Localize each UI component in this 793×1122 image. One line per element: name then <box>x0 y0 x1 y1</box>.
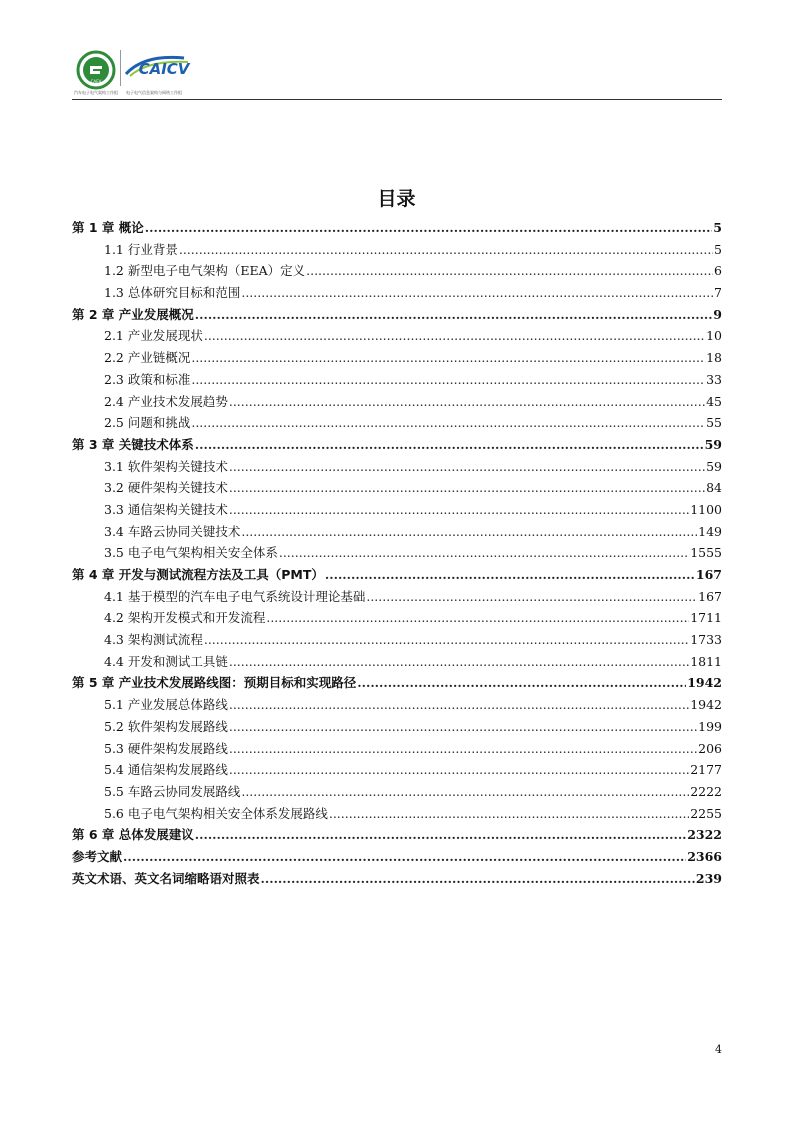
toc-entry-title: 5.4 通信架构发展路线 <box>104 762 228 778</box>
toc-entry-title: 5.1 产业发展总体路线 <box>104 697 228 713</box>
toc-entry-title: 5.6 电子电气架构相关安全体系发展路线 <box>104 805 328 821</box>
toc-section-entry[interactable] <box>72 261 722 283</box>
toc-entry-page: 149 <box>698 523 722 539</box>
header-rule <box>72 99 722 100</box>
toc-leader-dots <box>195 827 686 842</box>
toc-leader-dots <box>261 871 695 886</box>
toc-leader-dots <box>229 762 689 777</box>
toc-entry-title: 1.1 行业背景 <box>104 241 178 257</box>
toc-section-entry[interactable] <box>72 760 722 782</box>
org2-caption: 电子电气信息架构与网络工作组 <box>126 90 182 95</box>
toc-section-entry[interactable] <box>72 522 722 544</box>
toc-leader-dots <box>229 502 689 517</box>
org1-caption: 汽车电子电气架构工作组 <box>74 90 118 95</box>
toc-section-entry[interactable] <box>72 804 722 826</box>
toc-entry-page: 5 <box>714 241 722 257</box>
toc-entry-title: 2.4 产业技术发展趋势 <box>104 393 228 409</box>
svg-text:CAICV: CAICV <box>138 60 190 78</box>
page-title: 目录 <box>377 188 416 210</box>
toc-section-entry[interactable] <box>72 413 722 435</box>
toc-entry-page: 33 <box>706 371 722 387</box>
toc-entry-page: 2366 <box>687 848 722 864</box>
toc-entry-page: 239 <box>695 870 722 886</box>
toc-section-entry[interactable] <box>72 652 722 674</box>
toc-entry-title: 2.3 政策和标准 <box>104 371 191 387</box>
toc-entry-page: 10 <box>706 328 722 344</box>
toc-entry-title: 2.5 问题和挑战 <box>104 415 191 431</box>
toc-leader-dots <box>241 524 697 539</box>
toc-entry-title: 1.2 新型电子电气架构（EEA）定义 <box>104 263 306 279</box>
toc-entry-title: 第 3 章 关键技术体系 <box>72 436 194 452</box>
toc-entry-page: 1942 <box>687 675 722 691</box>
toc-section-entry[interactable] <box>72 608 722 630</box>
toc-chapter-entry[interactable] <box>72 673 722 695</box>
toc-leader-dots <box>191 350 705 365</box>
toc-entry-title: 4.4 开发和测试工具链 <box>104 653 228 669</box>
toc-section-entry[interactable] <box>72 543 722 565</box>
toc-entry-title: 第 5 章 产业技术发展路线图：预期目标和实现路径 <box>72 675 357 691</box>
toc-leader-dots <box>123 849 686 864</box>
page-number: 4 <box>715 1043 722 1056</box>
toc-entry-title: 5.5 车路云协同发展路线 <box>104 783 241 799</box>
toc-leader-dots <box>204 328 705 343</box>
toc-leader-dots <box>204 632 689 647</box>
toc-chapter-entry[interactable] <box>72 847 722 869</box>
toc-entry-page: 55 <box>706 415 722 431</box>
toc-entry-title: 第 4 章 开发与测试流程方法及工具（PMT） <box>72 567 324 582</box>
toc-leader-dots <box>191 415 705 430</box>
toc-entry-page: 5 <box>713 220 722 235</box>
caev-logo-icon <box>76 50 116 90</box>
toc-section-entry[interactable] <box>72 695 722 717</box>
toc-entry-title: 3.2 硬件架构关键技术 <box>104 480 228 496</box>
toc-leader-dots <box>145 220 713 235</box>
toc-section-entry[interactable] <box>72 370 722 392</box>
toc-leader-dots <box>229 719 697 734</box>
toc-entry-title: 第 6 章 总体发展建议 <box>72 827 194 843</box>
toc-entry-title: 2.2 产业链概况 <box>104 350 191 366</box>
toc-entry-page: 45 <box>706 393 722 409</box>
toc-leader-dots <box>357 675 686 690</box>
toc-leader-dots <box>229 480 705 495</box>
page-header <box>72 44 722 100</box>
toc-entry-title: 5.3 硬件架构发展路线 <box>104 740 228 756</box>
toc-section-entry[interactable] <box>72 348 722 370</box>
toc-section-entry[interactable] <box>72 630 722 652</box>
toc-leader-dots <box>241 285 713 300</box>
toc-entry-title: 4.2 架构开发模式和开发流程 <box>104 610 266 626</box>
toc-section-entry[interactable] <box>72 478 722 500</box>
toc-leader-dots <box>329 806 689 821</box>
toc-entry-page: 1555 <box>690 545 722 561</box>
toc-leader-dots <box>195 437 704 452</box>
svg-text:CAEV: CAEV <box>90 79 102 84</box>
toc-entry-page: 6 <box>714 263 722 279</box>
toc-entry-page: 7 <box>714 285 722 301</box>
toc-chapter-entry[interactable] <box>72 435 722 457</box>
toc-entry-page: 84 <box>706 480 722 496</box>
toc-entry-title: 参考文献 <box>72 848 123 864</box>
toc-entry-page: 2222 <box>690 783 722 799</box>
toc-entry-page: 167 <box>695 567 722 582</box>
toc-entry-page: 2177 <box>690 762 722 778</box>
toc-chapter-entry[interactable] <box>72 825 722 847</box>
toc-entry-page: 1942 <box>690 697 722 713</box>
toc-section-entry[interactable] <box>72 782 722 804</box>
toc-section-entry[interactable] <box>72 739 722 761</box>
toc-leader-dots <box>229 459 705 474</box>
toc-entry-title: 3.4 车路云协同关键技术 <box>104 523 241 539</box>
toc-leader-dots <box>241 784 689 799</box>
toc-entry-title: 3.1 软件架构关键技术 <box>104 458 228 474</box>
toc-leader-dots <box>366 589 697 604</box>
toc-leader-dots <box>306 263 713 278</box>
toc-chapter-entry[interactable] <box>72 218 722 240</box>
toc-entry-title: 第 1 章 概论 <box>72 220 144 235</box>
toc-chapter-entry[interactable] <box>72 305 722 327</box>
toc-chapter-entry[interactable] <box>72 869 722 891</box>
toc-leader-dots <box>325 567 695 582</box>
toc-entry-title: 1.3 总体研究目标和范围 <box>104 285 241 301</box>
toc-section-entry[interactable] <box>72 240 722 262</box>
toc-leader-dots <box>266 610 689 625</box>
toc-section-entry[interactable] <box>72 392 722 414</box>
toc-leader-dots <box>195 307 713 322</box>
toc-section-entry[interactable] <box>72 326 722 348</box>
toc-section-entry[interactable] <box>72 717 722 739</box>
toc-leader-dots <box>191 372 705 387</box>
toc-leader-dots <box>229 394 705 409</box>
toc-section-entry[interactable] <box>72 457 722 479</box>
toc-entry-page: 199 <box>698 718 722 734</box>
toc-section-entry[interactable] <box>72 283 722 305</box>
toc-entry-title: 第 2 章 产业发展概况 <box>72 306 194 322</box>
toc-entry-page: 1733 <box>690 632 722 648</box>
toc-entry-page: 2322 <box>687 827 722 843</box>
table-of-contents <box>72 218 722 890</box>
toc-chapter-entry[interactable] <box>72 565 722 587</box>
toc-leader-dots <box>279 545 689 560</box>
toc-leader-dots <box>179 242 713 257</box>
toc-entry-page: 59 <box>706 458 722 474</box>
toc-entry-page: 9 <box>713 306 722 322</box>
toc-entry-page: 18 <box>706 350 722 366</box>
toc-section-entry[interactable] <box>72 587 722 609</box>
toc-entry-page: 167 <box>698 588 722 604</box>
toc-leader-dots <box>229 697 689 712</box>
toc-entry-title: 5.2 软件架构发展路线 <box>104 718 228 734</box>
toc-entry-title: 4.1 基于模型的汽车电子电气系统设计理论基础 <box>104 588 366 604</box>
toc-entry-page: 1100 <box>690 501 722 517</box>
toc-entry-page: 2255 <box>690 805 722 821</box>
toc-entry-page: 59 <box>704 436 722 452</box>
toc-entry-page: 1811 <box>690 653 722 669</box>
toc-entry-title: 4.3 架构测试流程 <box>104 632 203 648</box>
toc-section-entry[interactable] <box>72 500 722 522</box>
toc-entry-title: 3.5 电子电气架构相关安全体系 <box>104 545 278 561</box>
toc-entry-title: 英文术语、英文名词缩略语对照表 <box>72 870 260 886</box>
logo-separator <box>120 50 121 86</box>
toc-leader-dots <box>229 654 689 669</box>
toc-entry-page: 206 <box>698 740 722 756</box>
toc-entry-page: 1711 <box>690 610 722 626</box>
caicv-logo-icon <box>124 52 204 82</box>
toc-entry-title: 2.1 产业发展现状 <box>104 328 203 344</box>
toc-entry-title: 3.3 通信架构关键技术 <box>104 501 228 517</box>
toc-leader-dots <box>229 741 697 756</box>
